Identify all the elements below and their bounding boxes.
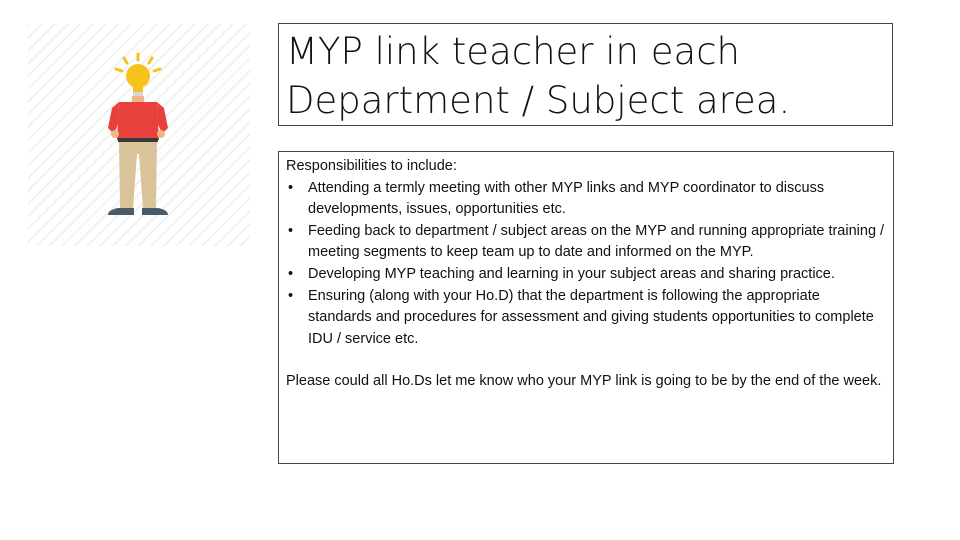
bullet-icon: • xyxy=(288,179,294,196)
person-with-lightbulb-icon xyxy=(28,24,250,246)
list-item xyxy=(286,286,886,351)
list-item xyxy=(286,221,886,264)
closing-request-text: Please could all Ho.Ds let me know who your MYP link is going to be by the end of the week. xyxy=(286,373,882,390)
bullet-icon: • xyxy=(288,287,294,304)
list-item xyxy=(286,264,886,286)
list-item-text: Ensuring (along with your Ho.D) that the department is following the appropriate standards and procedures for assessment and giving students opportunities to complete IDU / service etc. xyxy=(308,287,874,347)
list-item-text: Developing MYP teaching and learning in your subject areas and sharing practice. xyxy=(308,265,835,282)
title-box xyxy=(278,23,893,126)
idea-illustration xyxy=(28,24,250,246)
responsibilities-box xyxy=(278,151,894,464)
list-item-text: Feeding back to department / subject areas on the MYP and running appropriate training / meeting segments to keep team up to date and informed on the MYP. xyxy=(308,222,885,261)
slide-title-line-1: MYP link teacher in each xyxy=(286,30,740,73)
bullet-icon: • xyxy=(288,265,294,282)
list-item-text: Attending a termly meeting with other MYP links and MYP coordinator to discuss developments, issues, opportunities etc. xyxy=(308,179,825,218)
intro-text: Responsibilities to include: xyxy=(286,158,457,174)
slide-title-line-2: Department / Subject area. xyxy=(286,79,791,122)
list-item xyxy=(286,178,886,221)
bullet-icon: • xyxy=(288,222,294,239)
responsibilities-list xyxy=(286,178,886,351)
